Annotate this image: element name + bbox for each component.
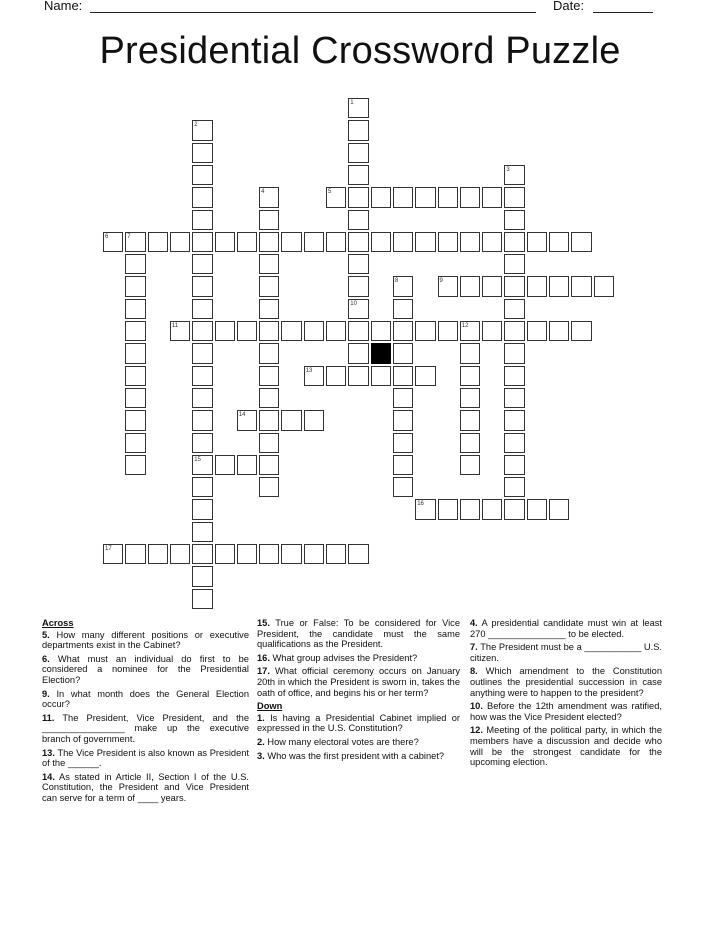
crossword-cell[interactable] [125, 455, 145, 475]
clue-down-4: 4. A presidential candidate must win at least 270 _______________ to be elected. [470, 618, 662, 639]
crossword-cell[interactable] [594, 276, 614, 296]
black-square [371, 343, 391, 363]
clue-down-8: 8. Which amendment to the Constitution outlines the presidential succession in case anything were to happen to the president? [470, 666, 662, 698]
crossword-cell[interactable] [348, 321, 368, 341]
crossword-cell[interactable] [170, 544, 190, 564]
crossword-cell[interactable] [125, 254, 145, 274]
crossword-cell[interactable] [504, 433, 524, 453]
clue-column-2 [257, 618, 460, 764]
clue-number-6: 6 [105, 233, 109, 240]
crossword-cell[interactable] [393, 343, 413, 363]
crossword-cell[interactable] [504, 366, 524, 386]
crossword-cell[interactable] [125, 544, 145, 564]
crossword-cell[interactable] [438, 321, 458, 341]
crossword-cell[interactable] [504, 232, 524, 252]
clue-down-1: 1. Is having a Presidential Cabinet implied or expressed in the U.S. Constitution? [257, 712, 460, 734]
crossword-cell[interactable] [259, 433, 279, 453]
crossword-cell[interactable] [393, 410, 413, 430]
crossword-cell[interactable] [393, 299, 413, 319]
across-heading: Across [42, 618, 74, 628]
crossword-cell[interactable] [504, 299, 524, 319]
crossword-cell[interactable] [192, 477, 212, 497]
crossword-cell[interactable] [215, 232, 235, 252]
crossword-cell[interactable] [549, 499, 569, 519]
crossword-cell[interactable] [482, 321, 502, 341]
crossword-cell[interactable] [527, 321, 547, 341]
clue-across-6: 6. What must an individual do first to be considered a nominee for the Presidential Election? [42, 653, 249, 685]
crossword-cell[interactable] [393, 433, 413, 453]
crossword-cell[interactable] [259, 299, 279, 319]
crossword-cell[interactable] [393, 477, 413, 497]
crossword-cell[interactable] [192, 321, 212, 341]
page-title: Presidential Crossword Puzzle [99, 30, 621, 72]
clue-down-12: 12. Meeting of the political party, in which the members have a discussion and decide who will be the strongest candidate for the upcoming election. [470, 725, 662, 768]
crossword-cell[interactable] [371, 321, 391, 341]
crossword-cell[interactable] [549, 276, 569, 296]
clue-number-1: 1 [350, 100, 354, 106]
name-label: Name: [44, 0, 83, 13]
crossword-cell[interactable] [259, 276, 279, 296]
crossword-cell[interactable] [415, 321, 435, 341]
crossword-cell[interactable] [192, 544, 212, 564]
crossword-cell[interactable] [393, 388, 413, 408]
crossword-cell[interactable] [460, 433, 480, 453]
clue-number-15: 15 [194, 456, 201, 463]
crossword-cell[interactable] [504, 187, 524, 207]
crossword-cell[interactable] [438, 187, 458, 207]
crossword-cell[interactable] [125, 299, 145, 319]
crossword-cell[interactable] [125, 366, 145, 386]
crossword-cell[interactable] [348, 544, 368, 564]
crossword-cell[interactable] [482, 187, 502, 207]
crossword-cell[interactable] [571, 232, 591, 252]
crossword-cell[interactable] [192, 187, 212, 207]
clue-across-16: 16. What group advises the President? [257, 652, 418, 663]
crossword-cell[interactable] [326, 321, 346, 341]
crossword-cell[interactable] [393, 232, 413, 252]
crossword-cell[interactable] [281, 321, 301, 341]
crossword-cell[interactable] [237, 544, 257, 564]
crossword-cell[interactable] [259, 544, 279, 564]
clue-across-9: 9. In what month does the General Election occur? [42, 688, 249, 710]
crossword-cell[interactable] [460, 499, 480, 519]
crossword-cell[interactable] [348, 276, 368, 296]
crossword-cell[interactable] [192, 499, 212, 519]
clue-across-15: 15. True or False: To be considered for Vice President, the candidate must the same qualifications as the President. [257, 618, 460, 650]
crossword-cell[interactable] [281, 544, 301, 564]
crossword-cell[interactable] [348, 120, 368, 140]
crossword-cell[interactable] [259, 254, 279, 274]
crossword-cell[interactable] [393, 366, 413, 386]
crossword-cell[interactable] [237, 321, 257, 341]
crossword-cell[interactable] [504, 343, 524, 363]
crossword-cell[interactable] [304, 232, 324, 252]
crossword-cell[interactable] [192, 299, 212, 319]
crossword-cell[interactable] [504, 410, 524, 430]
crossword-cell[interactable] [482, 499, 502, 519]
crossword-cell[interactable] [215, 544, 235, 564]
clue-across-13: 13. The Vice President is also known as President of the ______. [42, 747, 250, 769]
crossword-cell[interactable] [571, 321, 591, 341]
crossword-cell[interactable] [527, 276, 547, 296]
clue-across-5: 5. How many different positions or executive departments exist in the Cabinet? [42, 629, 250, 651]
crossword-cell[interactable] [259, 410, 279, 430]
clue-number-13: 13 [305, 367, 313, 374]
clue-number-2: 2 [194, 122, 198, 129]
clue-number-9: 9 [439, 278, 443, 285]
crossword-cell[interactable] [192, 388, 212, 408]
crossword-cell[interactable] [304, 321, 324, 341]
crossword-cell[interactable] [371, 232, 391, 252]
crossword-cell[interactable] [504, 276, 524, 296]
clue-down-3: 3. Who was the first president with a cabinet? [257, 750, 445, 761]
clue-number-3: 3 [506, 166, 510, 173]
clue-across-11: 11. The President, Vice President, and the ________________ make up the executive branch of government. [42, 712, 249, 744]
clue-number-11: 11 [171, 323, 179, 329]
crossword-cell[interactable] [415, 187, 435, 207]
clue-down-2: 2. How many electoral votes are there? [257, 736, 419, 747]
crossword-cell[interactable] [192, 566, 212, 586]
crossword-cell[interactable] [192, 522, 212, 542]
clue-number-17: 17 [105, 546, 112, 552]
crossword-cell[interactable] [259, 343, 279, 363]
crossword-cell[interactable] [148, 544, 168, 564]
crossword-cell[interactable] [192, 276, 212, 296]
crossword-cell[interactable] [504, 321, 524, 341]
clue-number-7: 7 [127, 233, 131, 240]
crossword-cell[interactable] [504, 210, 524, 230]
clue-across-17: 17. What official ceremony occurs on January 20th in which the President is sworn in, takes the oath of office, and begins his or her term? [257, 666, 460, 698]
crossword-cell[interactable] [393, 321, 413, 341]
crossword-cell[interactable] [215, 455, 235, 475]
crossword-cell[interactable] [192, 143, 212, 163]
crossword-cell[interactable] [393, 187, 413, 207]
crossword-cell[interactable] [125, 276, 145, 296]
crossword-cell[interactable] [504, 388, 524, 408]
crossword-cell[interactable] [304, 410, 324, 430]
crossword-cell[interactable] [348, 366, 368, 386]
crossword-cell[interactable] [148, 232, 168, 252]
crossword-cell[interactable] [259, 366, 279, 386]
crossword-cell[interactable] [259, 388, 279, 408]
crossword-cell[interactable] [460, 388, 480, 408]
crossword-cell[interactable] [460, 187, 480, 207]
crossword-cell[interactable] [192, 343, 212, 363]
crossword-cell[interactable] [281, 232, 301, 252]
crossword-cell[interactable] [415, 232, 435, 252]
crossword-cell[interactable] [348, 343, 368, 363]
crossword-cell[interactable] [304, 544, 324, 564]
crossword-cell[interactable] [259, 210, 279, 230]
crossword-cell[interactable] [460, 455, 480, 475]
crossword-cell[interactable] [125, 433, 145, 453]
clue-number-16: 16 [417, 501, 424, 508]
crossword-cell[interactable] [192, 165, 212, 185]
crossword-cell[interactable] [170, 232, 190, 252]
crossword-cell[interactable] [348, 187, 368, 207]
clue-number-4: 4 [261, 189, 265, 196]
crossword-cell[interactable] [348, 210, 368, 230]
crossword-cell[interactable] [192, 232, 212, 252]
crossword-cell[interactable] [549, 232, 569, 252]
crossword-cell[interactable] [438, 499, 458, 519]
crossword-cell[interactable] [192, 410, 212, 430]
clue-number-8: 8 [394, 278, 399, 285]
crossword-cell[interactable] [237, 455, 257, 475]
crossword-cell[interactable] [259, 477, 279, 497]
crossword-cell[interactable] [192, 433, 212, 453]
crossword-cell[interactable] [215, 321, 235, 341]
crossword-cell[interactable] [259, 321, 279, 341]
crossword-cell[interactable] [348, 254, 368, 274]
crossword-cell[interactable] [237, 232, 257, 252]
crossword-cell[interactable] [348, 232, 368, 252]
crossword-cell[interactable] [326, 544, 346, 564]
crossword-cell[interactable] [259, 455, 279, 475]
crossword-cell[interactable] [259, 232, 279, 252]
crossword-cell[interactable] [415, 366, 435, 386]
crossword-cell[interactable] [571, 276, 591, 296]
crossword-cell[interactable] [460, 343, 480, 363]
crossword-cell[interactable] [371, 366, 391, 386]
crossword-cell[interactable] [482, 276, 502, 296]
crossword-cell[interactable] [504, 455, 524, 475]
clue-down-7: 7. The President must be a ___________ U.S. citizen. [470, 642, 662, 663]
crossword-cell[interactable] [125, 321, 145, 341]
crossword-cell[interactable] [438, 232, 458, 252]
crossword-cell[interactable] [125, 410, 145, 430]
crossword-cell[interactable] [460, 276, 480, 296]
crossword-cell[interactable] [393, 455, 413, 475]
down-heading: Down [257, 701, 283, 712]
clue-number-5: 5 [328, 189, 332, 196]
crossword-cell[interactable] [192, 254, 212, 274]
crossword-cell[interactable] [192, 210, 212, 230]
crossword-cell[interactable] [192, 589, 212, 609]
crossword-cell[interactable] [192, 366, 212, 386]
crossword-cell[interactable] [527, 499, 547, 519]
crossword-cell[interactable] [460, 410, 480, 430]
crossword-cell[interactable] [371, 187, 391, 207]
crossword-cell[interactable] [549, 321, 569, 341]
crossword-cell[interactable] [281, 410, 301, 430]
crossword-cell[interactable] [326, 232, 346, 252]
crossword-cell[interactable] [504, 477, 524, 497]
clue-down-10: 10. Before the 12th amendment was ratified, how was the Vice President elected? [470, 701, 662, 722]
crossword-cell[interactable] [125, 388, 145, 408]
crossword-cell[interactable] [527, 232, 547, 252]
clue-column-1 [42, 618, 249, 807]
crossword-cell[interactable] [348, 165, 368, 185]
clue-across-14: 14. As stated in Article II, Section I of the U.S. Constitution, the President and Vice President can serve for a term of ____ years. [42, 771, 249, 803]
crossword-cell[interactable] [504, 499, 524, 519]
date-label: Date: [553, 0, 585, 13]
crossword-cell[interactable] [460, 232, 480, 252]
crossword-cell[interactable] [125, 343, 145, 363]
clue-number-10: 10 [350, 300, 357, 307]
crossword-cell[interactable] [348, 143, 368, 163]
clue-number-12: 12 [461, 323, 469, 329]
clue-column-3 [470, 618, 662, 771]
crossword-cell[interactable] [504, 254, 524, 274]
crossword-cell[interactable] [326, 366, 346, 386]
crossword-cell[interactable] [460, 366, 480, 386]
clue-number-14: 14 [238, 412, 246, 419]
crossword-cell[interactable] [482, 232, 502, 252]
